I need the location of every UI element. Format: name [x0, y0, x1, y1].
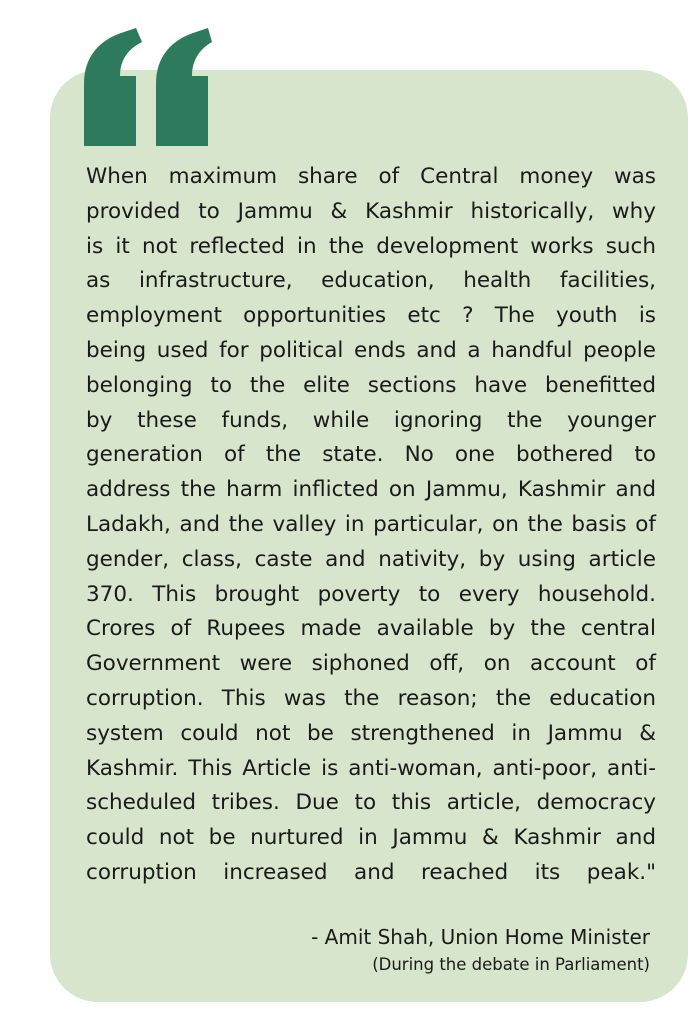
quote-line: as infrastructure, education, health facilities,: [86, 268, 656, 294]
quote-line: generation of the state. No one bothered to: [86, 442, 656, 468]
quote-line: being used for political ends and a handful people: [86, 337, 656, 363]
quote-line: When maximum share of Central money was: [86, 164, 656, 189]
quote-line: by these funds, while ignoring the younger: [86, 407, 656, 433]
quote-line: Crores of Rupees made available by the central: [86, 616, 656, 642]
quote-line: could not be nurtured in Jammu & Kashmir and: [86, 825, 656, 851]
quote-line: employment opportunities etc ? The youth is: [86, 303, 656, 329]
quote-line: scheduled tribes. Due to this article, democracy: [86, 790, 656, 816]
opening-double-quote-icon: [80, 28, 212, 146]
quote-line: provided to Jammu & Kashmir historically, why: [86, 198, 656, 224]
quote-line: 370. This brought poverty to every household.: [86, 581, 656, 607]
quote-line: is it not reflected in the development works such: [86, 233, 656, 259]
quote-line: belonging to the elite sections have benefitted: [86, 372, 656, 398]
quote-line: Government were siphoned off, on account of: [86, 651, 656, 677]
attribution: [311, 922, 650, 978]
quote-line: corruption. This was the reason; the education: [86, 685, 656, 711]
quote-line: corruption increased and reached its peak.": [86, 859, 656, 885]
attribution-context: (During the debate in Parliament): [372, 955, 650, 974]
quote-line: system could not be strengthened in Jammu &: [86, 720, 656, 746]
quote-line: Ladakh, and the valley in particular, on the basis of: [86, 511, 656, 537]
quote-line: address the harm inflicted on Jammu, Kashmir and: [86, 477, 656, 503]
attribution-speaker: - Amit Shah, Union Home Minister: [311, 925, 650, 949]
quote-body: [86, 160, 656, 891]
quote-line: Kashmir. This Article is anti-woman, anti-poor, anti-: [86, 755, 656, 781]
quote-line: gender, class, caste and nativity, by using article: [86, 546, 656, 572]
